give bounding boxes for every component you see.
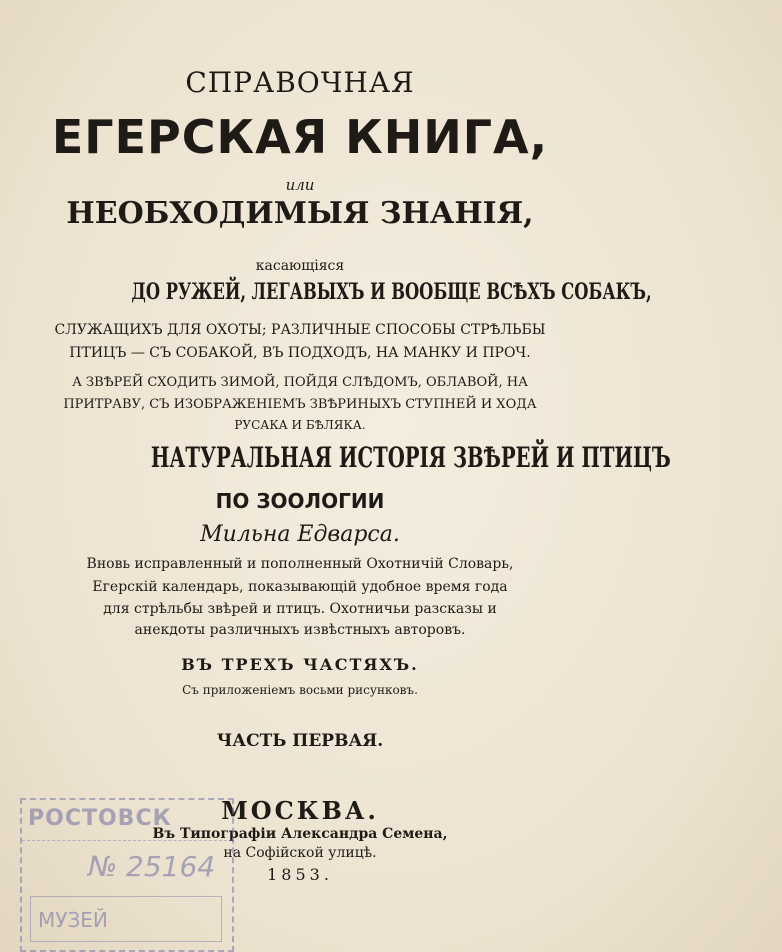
contents-line-17: для стрѣльбы звѣрей и птицъ. Охотничьи разсказы и	[103, 601, 497, 617]
stamp-text-3: МУЗЕЙ	[38, 908, 108, 932]
stamp-text-1: РОСТОВСК	[28, 806, 172, 831]
parts-count: ВЪ ТРЕХЪ ЧАСТЯХЪ.	[181, 655, 419, 674]
descr-line-10: ПРИТРАВУ, СЪ ИЗОБРАЖЕНІЕМЪ ЗВѢРИНЫХЪ СТУПНЕЙ И ХОДА	[63, 397, 537, 412]
stamp-number: № 25164	[88, 850, 216, 883]
section-heading-natural-history: НАТУРАЛЬНАЯ ИСТОРІЯ ЗВѢРЕЙ И ПТИЦЪ	[150, 441, 671, 474]
descr-line-11: РУСАКА И БѢЛЯКА.	[234, 418, 366, 432]
library-stamp	[20, 798, 234, 952]
part-number: ЧАСТЬ ПЕРВАЯ.	[216, 731, 384, 751]
descr-line-kasayushchiyasya: касающіяся	[255, 258, 345, 274]
section-heading-zoology: ПО ЗООЛОГИИ	[215, 489, 385, 513]
author-name: Мильна Едварса.	[200, 522, 400, 547]
main-title: ЕГЕРСКАЯ КНИГА,	[51, 110, 549, 164]
imprint-street: на Софійской улицѣ.	[223, 845, 377, 861]
subtitle: НЕОБХОДИМЫЯ ЗНАНІЯ,	[66, 196, 534, 231]
title-line-1: СПРАВОЧНАЯ	[185, 66, 415, 99]
contents-line-16: Егерскій календарь, показывающій удобное время года	[92, 579, 508, 595]
descr-line-7: СЛУЖАЩИХЪ ДЛЯ ОХОТЫ; РАЗЛИЧНЫЕ СПОСОБЫ СТРѢЛЬБЫ	[54, 322, 546, 338]
contents-line-15: Вновь исправленный и пополненный Охотничій Словарь,	[86, 556, 514, 572]
descr-line-8: ПТИЦЪ — СЪ СОБАКОЙ, ВЪ ПОДХОДЪ, НА МАНКУ И ПРОЧ.	[69, 345, 531, 361]
imprint-city: МОСКВА.	[221, 796, 379, 825]
imprint-year: 1853.	[267, 865, 333, 884]
stamp-divider	[22, 840, 232, 841]
descr-line-guns-dogs: ДО РУЖЕЙ, ЛЕГАВЫХЪ И ВООБЩЕ ВСѢХЪ СОБАКЪ,	[131, 279, 652, 305]
contents-line-18: анекдоты различныхъ извѣстныхъ авторовъ.	[134, 622, 466, 638]
illustrations-note: Съ приложеніемъ восьми рисунковъ.	[182, 683, 418, 697]
descr-line-9: А ЗВѢРЕЙ СХОДИТЬ ЗИМОЙ, ПОЙДЯ СЛѢДОМЪ, ОБЛАВОЙ, НА	[72, 375, 528, 390]
conjunction-ili: или	[285, 176, 315, 194]
imprint-printer: Въ Типографіи Александра Семена,	[152, 826, 448, 842]
